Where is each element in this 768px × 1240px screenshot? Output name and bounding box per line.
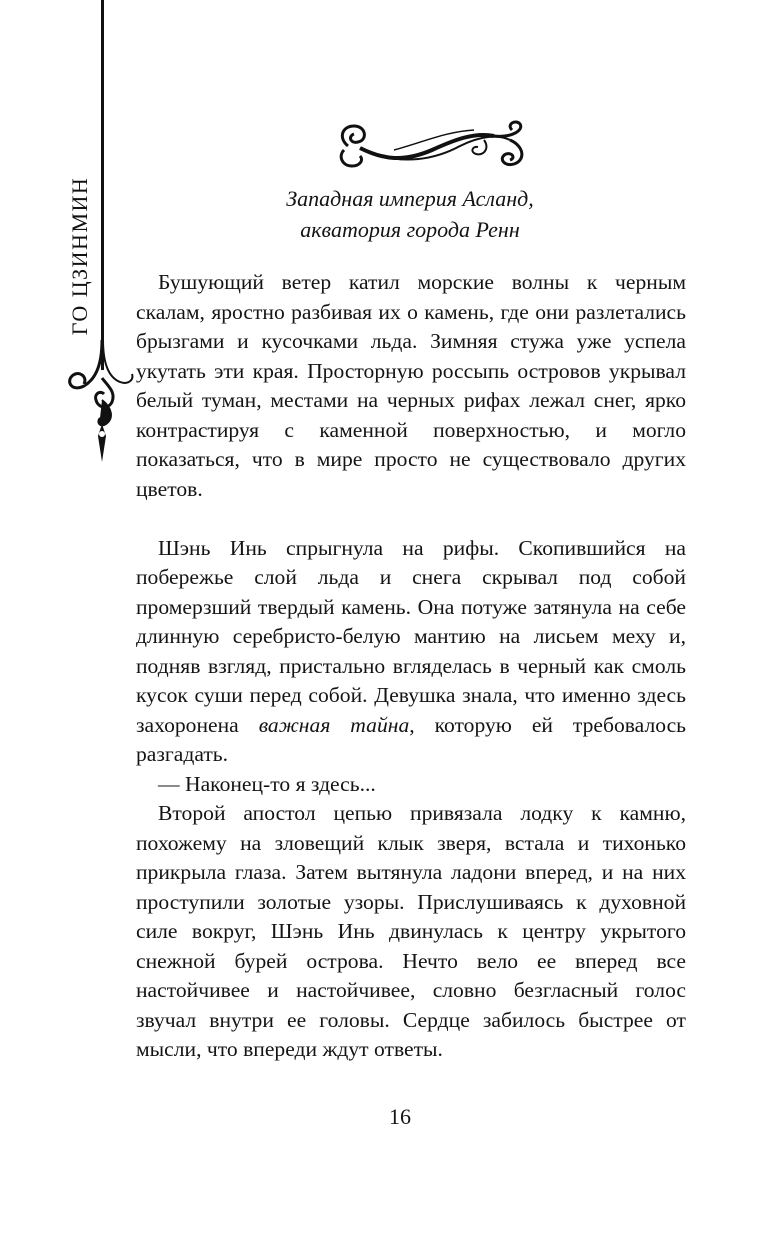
location-line-1: Западная империя Асланд,	[286, 186, 534, 211]
chapter-text	[136, 268, 686, 1065]
paragraph-4: Второй апостол цепью привязала лодку к камню, похожему на зловещий клык зверя, встала и тихонько прикрыла глаза. Затем вытянула ладони вперед, и на них проступили золотые узоры. Прислушиваясь к духовной силе вокруг, Шэнь Инь двинулась к центру укрытого снежной бурей острова. Нечто вело ее вперед все настойчивее и настойчивее, словно безгласный голос звучал внутри ее головы. Сердце забилось быстрее от мысли, что впереди ждут ответы.	[136, 801, 686, 1061]
paragraph-2	[136, 534, 686, 770]
vertical-rule	[101, 0, 104, 370]
paragraph-2-emphasis: важная тайна	[258, 712, 410, 737]
paragraph-1: Бушующий ветер катил морские волны к черным скалам, яростно разбивая их о камень, где они разлетались брызгами и кусочками льда. Зимняя стужа уже успела укутать эти края. Просторную россыпь островов укрывал белый туман, местами на черных рифах лежал снег, ярко контрастируя с каменной поверхностью, и могло показаться, что в мире просто не существовало других цветов.	[136, 270, 686, 501]
paragraph-2-text-after: , которую ей требовалось разгадать.	[136, 712, 687, 766]
page-number: 16	[389, 1104, 411, 1129]
running-head-author: ГО ЦЗИНМИН	[67, 176, 92, 336]
location-line-2: акватория города Ренн	[300, 217, 520, 242]
location-heading	[190, 183, 630, 245]
paragraph-2-text-before: Шэнь Инь спрыгнула на рифы. Скопившийся на побережье слой льда и снега скрывал под собой промерзший твердый камень. Она потуже затянула на себе длинную серебристо-белую мантию на лисьем меху и, подняв взгляд, пристально вгляделась в черный как смоль кусок суши перед собой. Девушка знала, что именно здесь захоронена	[136, 535, 686, 737]
side-flourish-ornament-icon	[62, 338, 142, 463]
paragraph-3-dialogue: — Наконец-то я здесь...	[158, 771, 376, 796]
flourish-ornament-icon	[334, 120, 530, 170]
